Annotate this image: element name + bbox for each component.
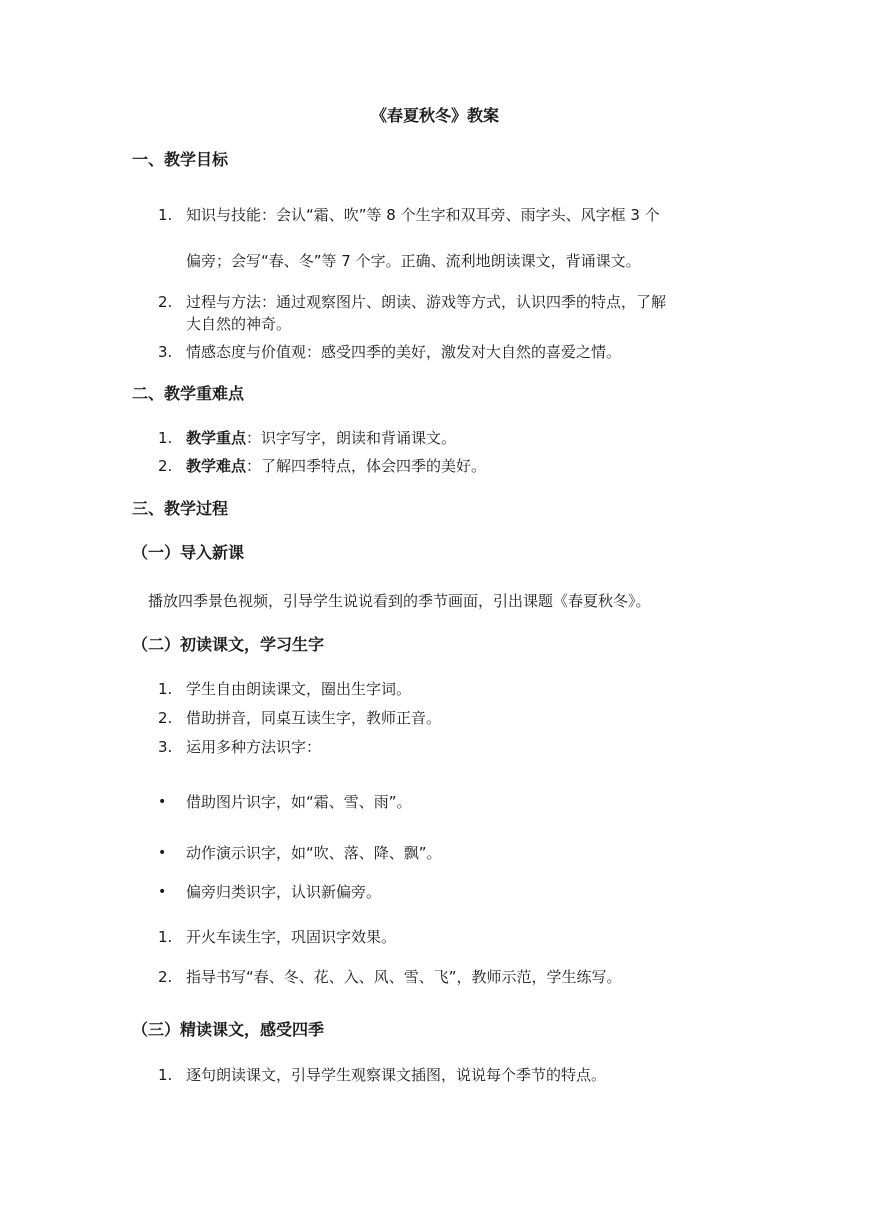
list-item-text — [186, 456, 486, 476]
list-item-text: 开火车读生字，巩固识字效果。 — [186, 928, 397, 946]
list-number: 2. — [158, 968, 173, 986]
list-item-text — [186, 428, 456, 448]
list-number: 1. — [158, 680, 173, 698]
subsection-heading: （一）导入新课 — [132, 543, 245, 562]
subsection-heading: （三）精读课文，感受四季 — [132, 1020, 325, 1039]
list-number: 1. — [158, 1066, 173, 1084]
section-heading-objectives: 一、教学目标 — [132, 150, 229, 169]
bold-label: 教学难点 — [186, 457, 247, 475]
paragraph-text: 播放四季景色视频，引导学生说说看到的季节画面，引出课题《春夏秋冬》。 — [148, 592, 651, 610]
list-item-text: 过程与方法：通过观察图片、朗读、游戏等方式，认识四季的特点，了解 — [186, 293, 667, 311]
list-item-text: 学生自由朗读课文，圈出生字词。 — [186, 680, 412, 698]
item-text: ：了解四季特点，体会四季的美好。 — [246, 457, 487, 475]
list-item-text: 逐句朗读课文，引导学生观察课文插图，说说每个季节的特点。 — [186, 1066, 607, 1084]
list-number: 2. — [158, 709, 173, 727]
bullet-text: 动作演示识字，如“吹、落、降、飘”。 — [186, 844, 442, 862]
list-item-text: 情感态度与价值观：感受四季的美好，激发对大自然的喜爱之情。 — [186, 343, 622, 361]
bullet-mark: • — [158, 884, 167, 900]
list-number: 1. — [158, 928, 173, 946]
list-number: 3. — [158, 343, 173, 361]
bullet-mark: • — [158, 794, 167, 810]
list-number: 2. — [158, 457, 173, 475]
list-number: 1. — [158, 206, 173, 224]
list-number: 1. — [158, 429, 173, 447]
list-item-text: 运用多种方法识字： — [186, 738, 322, 756]
list-item-text: 指导书写“春、冬、花、入、风、雪、飞”，教师示范，学生练写。 — [186, 968, 622, 986]
document-title: 《春夏秋冬》教案 — [370, 106, 499, 125]
list-item-text-continued: 大自然的神奇。 — [186, 315, 292, 333]
bullet-mark: • — [158, 845, 167, 861]
section-heading-key-points: 二、教学重难点 — [132, 384, 245, 403]
list-item-text-continued: 偏旁；会写“春、冬”等 7 个字。正确、流利地朗读课文，背诵课文。 — [186, 252, 641, 270]
list-number: 3. — [158, 738, 173, 756]
subsection-heading: （二）初读课文，学习生字 — [132, 635, 325, 654]
list-item-text: 知识与技能：会认“霜、吹”等 8 个生字和双耳旁、雨字头、风字框 3 个 — [186, 206, 660, 224]
bullet-text: 偏旁归类识字，认识新偏旁。 — [186, 883, 382, 901]
list-number: 2. — [158, 293, 173, 311]
item-text: ：识字写字，朗读和背诵课文。 — [246, 429, 457, 447]
list-item-text: 借助拼音，同桌互读生字，教师正音。 — [186, 709, 442, 727]
bold-label: 教学重点 — [186, 429, 247, 447]
section-heading-process: 三、教学过程 — [132, 499, 229, 518]
bullet-text: 借助图片识字，如“霜、雪、雨”。 — [186, 793, 412, 811]
